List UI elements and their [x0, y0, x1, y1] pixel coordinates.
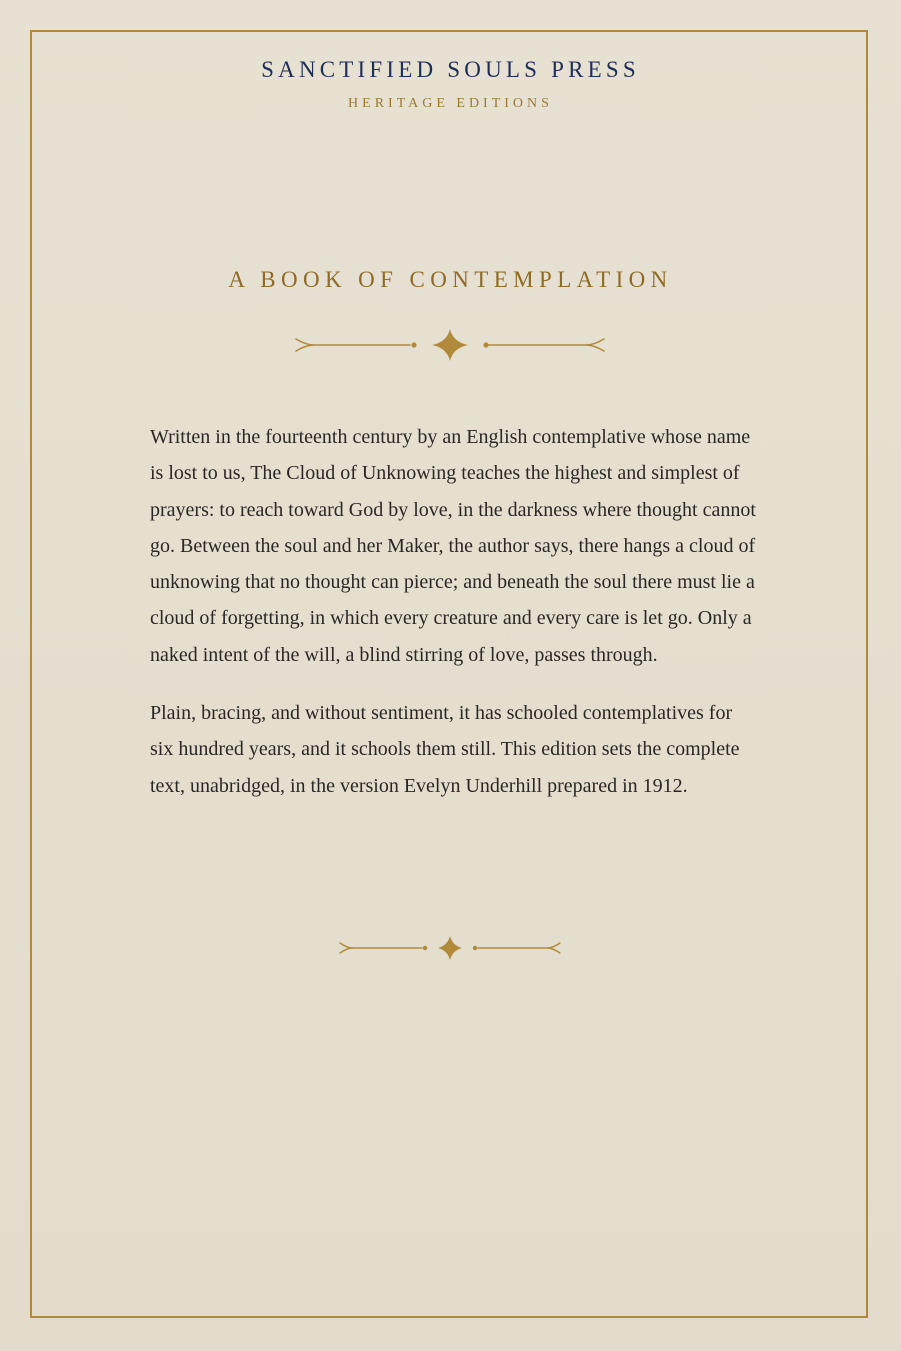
section-heading: A BOOK OF CONTEMPLATION — [228, 267, 673, 292]
publisher-name: SANCTIFIED SOULS PRESS — [261, 57, 640, 82]
description-text — [150, 419, 760, 804]
star-divider-icon — [292, 326, 608, 364]
star-divider-small-icon — [337, 934, 563, 962]
imprint-name: HERITAGE EDITIONS — [348, 96, 553, 111]
description-paragraph-2: Plain, bracing, and without sentiment, it has schooled contemplatives for six hundred years, and it schools them still. This edition sets the complete text, unabridged, in the version Evelyn Underhill prepared in 1912. — [150, 702, 740, 797]
description-paragraph-1: Written in the fourteenth century by an English contemplative whose name is lost to us, The Cloud of Unknowing teaches the highest and simplest of prayers: to reach toward God by love, in the darkness where thought cannot go. Between the soul and her Maker, the author says, there hangs a cloud of unknowing that no thought can pierce; and beneath the soul there must lie a cloud of forgetting, in which every creature and every care is let go. Only a naked intent of the will, a blind stirring of love, passes through. — [150, 426, 756, 666]
